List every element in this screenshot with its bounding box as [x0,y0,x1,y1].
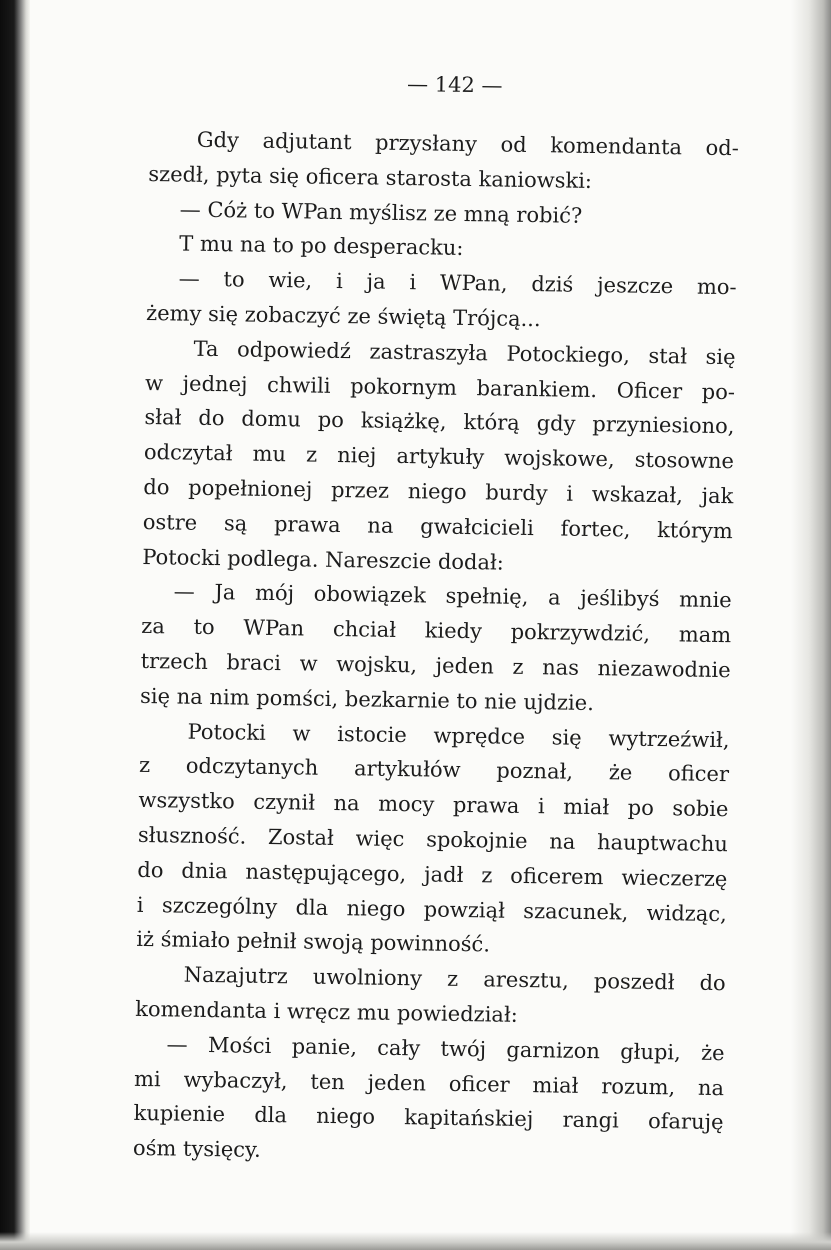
text-line: trzech braci w wojsku, jeden z nas niezawodnie [140,648,731,683]
text-line: żemy się zobaczyć ze świętą Trójcą... [145,300,541,332]
text-line: wszystko czynił na mocy prawa i miał po sobie [138,788,729,822]
page-number: — 142 — [406,72,503,98]
text-line: Gdy adjutant przysłany od komendanta od- [196,127,740,161]
page-text [133,68,740,1175]
text-line: odczytał mu z niej artykuły wojskowe, stosowne [143,440,735,474]
text-line: słuszność. Został więc spokojnie na hauptwachu [137,822,729,857]
text-line: się na nim pomści, bezkarnie to nie ujdzie. [139,683,595,715]
text-line: ostre są prawa na gwałcicieli fortec, którym [142,509,733,543]
text-line: za to WPan chciał kiedy pokrzywdzić, mam [141,614,732,648]
text-line: — Mości panie, cały twój garnizon głupi, że [166,1032,725,1065]
text-line: mi wybaczył, ten jeden oficer miał rozum, na [133,1066,725,1100]
page-edge-shadow [791,0,831,1250]
text-lines [133,122,739,1175]
text-line: — to wie, i ja i WPan, dziś jeszcze mo- [178,266,737,300]
text-line: — Ja mój obowiązek spełnię, a jeślibyś mnie [173,579,732,613]
text-line: Nazajutrz uwolniony z aresztu, poszedł do [183,962,726,996]
text-line: z odczytanych artykułów poznał, że oficer [138,753,730,787]
text-line: w jednej chwili pokornym barankiem. Oficer po- [144,370,736,404]
text-line: szedł, pyta się oficera starosta kaniowski: [148,161,593,193]
text-line: komendanta i wręcz mu powiedział: [135,996,519,1027]
text-line: słał do domu po książkę, którą gdy przyniesiono, [144,405,735,439]
text-line: i szczególny dla niego powziął szacunek, widząc, [136,892,727,926]
text-line: kupienie dla niego kapitańskiej rangi ofaruję [133,1101,724,1135]
text-line: ośm tysięcy. [132,1135,261,1162]
text-line: do popełnionej przez niego burdy i wskazał, jak [143,474,734,509]
text-line: T mu na to po desperacku: [179,231,464,261]
text-line: Potocki podlega. Nareszcie dodał: [142,544,505,575]
page-binding-shadow [0,0,30,1250]
text-line: do dnia następującego, jadł z oficerem wieczerzę [137,857,728,891]
text-line: — Cóż to WPan myślisz ze mną robić? [179,197,583,228]
page-bottom-shadow [0,1232,831,1250]
text-line: Ta odpowiedź zastraszyła Potockiego, stał się [193,336,736,370]
text-line: Potocki w istocie wprędce się wytrzeźwił, [187,719,730,752]
text-line: iż śmiało pełnił swoją powinność. [136,927,491,957]
